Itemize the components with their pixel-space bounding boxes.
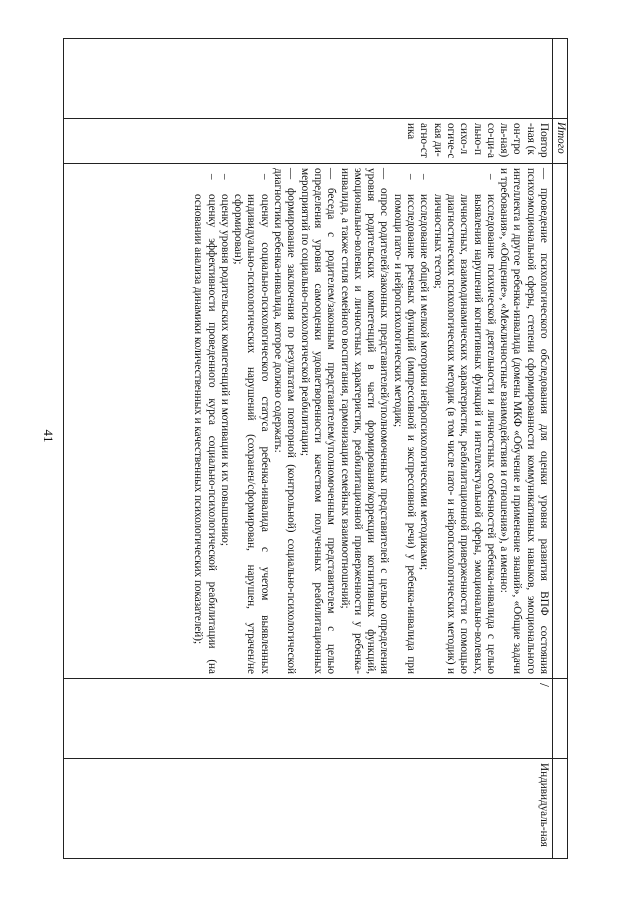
services-table bbox=[63, 38, 568, 859]
header-cell-1 bbox=[553, 39, 568, 119]
list-item bbox=[271, 168, 298, 674]
header-cell-5 bbox=[553, 759, 568, 859]
header-cell-3 bbox=[553, 164, 568, 679]
list-item-text: оценку социально-психологического статуса ребенка-инвалида с учетом выявленных индивидуально-психологических нарушений (сохранен/сформирован, нарушен, утрачен/не сформирован); bbox=[232, 194, 271, 674]
dash-marker: – bbox=[218, 174, 231, 180]
list-item bbox=[497, 168, 550, 674]
table-row bbox=[64, 39, 553, 859]
list-item-text: проведение психологического обследования для оценки уровня развития ВПФ состояния психоэмоциональной сферы, степени сформированности коммуникативных навыков, эмоционального интеллекта и другое ребенка-инвалида (домены МКФ «Обучение и применение знаний», «Общие задачи и требования», «Общение», «Межличностные взаимодействия и отношения»), а именно: bbox=[498, 168, 550, 674]
page-number: 41 bbox=[41, 429, 56, 443]
dash-marker: — bbox=[538, 168, 550, 180]
format-cell: Индивидуаль-ная bbox=[64, 759, 553, 859]
list-item bbox=[297, 168, 337, 674]
dash-marker: – bbox=[405, 174, 418, 180]
list-item-text: исследование психической деятельности и личностных особенностей ребенка-инвалида с целью выявления нарушений когнитивных функций и интеллектуальной сферы, эмоционально-волевых, личностных, взаимодинамических характеристик, реабилитационной приверженности с помощью диагностических психологических методик (в том числе пато- и нейропсихологических методик) и личностных тестов; bbox=[431, 194, 497, 674]
list-item bbox=[390, 168, 417, 674]
list-item-text: формирование заключения по результатам повторной (контрольной) социально-психологической диагностики ребенка-инвалида, которое должно содержать: bbox=[272, 168, 298, 674]
dash-marker: — bbox=[285, 168, 298, 180]
list-item bbox=[218, 168, 231, 674]
dash-marker: — bbox=[378, 168, 391, 180]
dash-marker: — bbox=[325, 168, 338, 180]
slash-mark: / bbox=[536, 683, 551, 687]
content-cell bbox=[64, 164, 553, 679]
diagnostic-type-cell: Повтор-ная (кон-троль-ная) со-ци-ально-психо-логиче-ская ди-агно-стика bbox=[64, 119, 553, 164]
dash-marker: – bbox=[258, 174, 271, 180]
list-item-text: опрос родителей/законных представителей/уполномоченных представителей с целью определения уровня родительских компетенций в части формирования/коррекции когнитивных функций, эмоционально-волевых и личностных характеристик, реабилитационной приверженности у ребенка-инвалида, а также стиля семейного воспитания, гармонизации семейных взаимоотношений; bbox=[338, 168, 391, 674]
table-header-row bbox=[553, 39, 568, 859]
list-item bbox=[417, 168, 430, 674]
dash-marker: – bbox=[205, 174, 218, 180]
empty-cell bbox=[64, 39, 553, 119]
list-item-text: оценку уровня родительских компетенций и мотивации к их повышению; bbox=[218, 194, 231, 546]
slash-cell bbox=[64, 679, 553, 759]
list-item bbox=[231, 168, 271, 674]
header-cell-4 bbox=[553, 679, 568, 759]
list-item bbox=[337, 168, 390, 674]
dash-marker: – bbox=[418, 174, 431, 180]
list-item bbox=[430, 168, 496, 674]
list-item-text: исследование речевых функций (импрессивной и экспрессивной речи) у ребенка-инвалида при помощи пато- и нейропсихологических методик; bbox=[391, 194, 418, 674]
list-item bbox=[191, 168, 218, 674]
dash-marker: – bbox=[484, 174, 497, 180]
list-item-text: беседа с родителем/законным представителем/уполномоченным представителем с целью определения уровня самооценки удовлетворенности качеством полученных реабилитационных мероприятий по социально-психологической реабилитации; bbox=[298, 168, 338, 674]
rotated-page bbox=[63, 38, 568, 858]
list-item-text: оценку эффективности проведенного курса социально-психологической реабилитации (на основании анализа динамики количественных и качественных психологических показателей); bbox=[192, 194, 218, 674]
list-item-text: исследование общей и мелкой моторики нейропсихологическими методиками; bbox=[418, 194, 431, 571]
header-cell-total: Итого bbox=[553, 119, 568, 164]
